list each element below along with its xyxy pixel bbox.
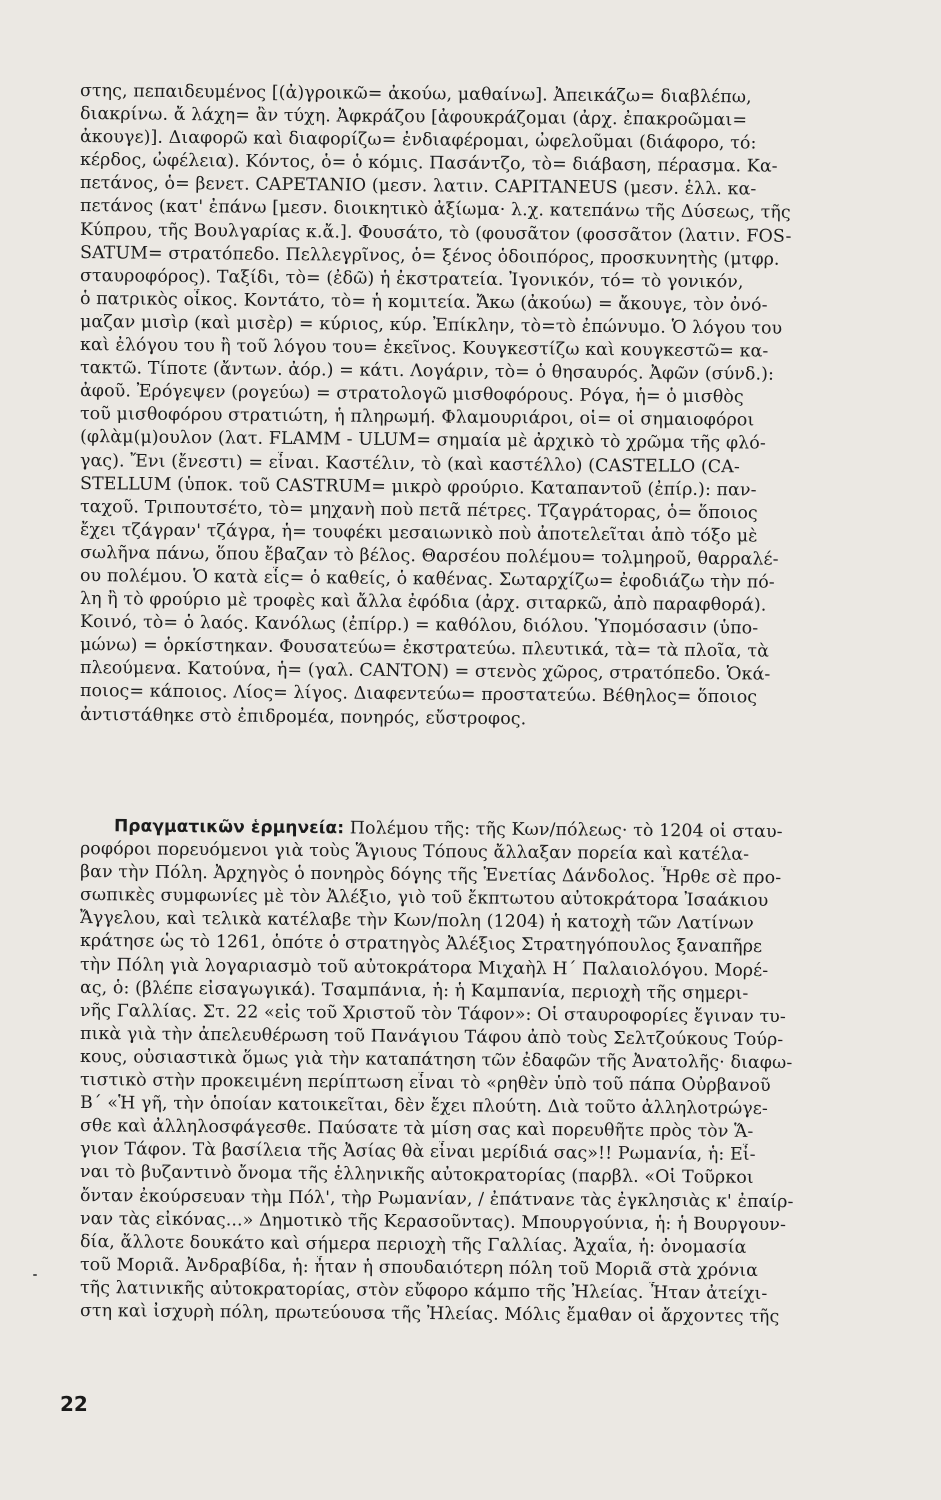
glossary-line: ου πολέμου. Ὁ κατὰ εἷς= ὁ καθείς, ὁ καθένας. Σωταρχίζω= ἐφοδιάζω τὴν πό- bbox=[79, 565, 775, 593]
scan-speck bbox=[33, 1274, 37, 1276]
glossary-text bbox=[80, 80, 910, 727]
interpretation-line: γιον Τάφον. Τὰ βασίλεια τῆς Ἀσίας θὰ εἶναι μερίδιά σας»!! Ρωμανία, ἡ: Εἶ- bbox=[79, 1139, 756, 1166]
interpretation-heading: Πραγματικῶν ἑρμηνεία: bbox=[113, 816, 345, 839]
interpretation-line: τοῦ Μοριᾶ. Ἀνδραβίδα, ἡ: ἦταν ἡ σπουδαιότερη πόλη τοῦ Μοριᾶ στὰ χρόνια bbox=[79, 1254, 759, 1281]
glossary-line: ἀντιστάθηκε στὸ ἐπιδρομέα, πονηρός, εὔστροφος. bbox=[79, 704, 527, 729]
interpretation-line: Β΄ «Ἡ γῆ, τὴν ὁποίαν κατοικεῖται, δὲν ἔχει πλούτη. Διὰ τοῦτο ἀλληλοτρώγε- bbox=[79, 1093, 768, 1120]
interpretation-line: τιστικὸ στὴν προκειμένη περίπτωση εἶναι τὸ «ρηθὲν ὑπὸ τοῦ πάπα Οὐρβανοῦ bbox=[79, 1070, 771, 1097]
interpretation-line: ναι τὸ βυζαντινὸ ὄνομα τῆς ἑλληνικῆς αὐτοκρατορίας (παρβλ. «Οἱ Τοῦρκοι bbox=[79, 1162, 754, 1189]
interpretation-line: βαν τὴν Πόλη. Ἀρχηγὸς ὁ πονηρὸς δόγης τῆς Ἑνετίας Δάνδολος. Ἦρθε σὲ προ- bbox=[79, 862, 782, 889]
glossary-line: λη ἢ τὸ φρούριο μὲ τροφὲς καὶ ἄλλα ἐφόδια (ἀρχ. σιταρκῶ, ἀπὸ παραφθορά). bbox=[79, 589, 767, 616]
interpretation-line: τὴν Πόλη γιὰ λογαριασμὸ τοῦ αὐτοκράτορα Μιχαὴλ Η΄ Παλαιολόγου. Μορέ- bbox=[79, 954, 769, 981]
glossary-line: τοῦ μισθοφόρου στρατιώτη, ἡ πληρωμή. Φλαμουριάροι, οἱ= οἱ σημαιοφόροι bbox=[79, 404, 755, 431]
glossary-line: ἀκουγε)]. Διαφορῶ καὶ διαφορίζω= ἐνδιαφέρομαι, ὠφελοῦμαι (διάφορο, τό: bbox=[79, 127, 757, 154]
glossary-line: κέρδος, ὠφέλεια). Κόντος, ὁ= ὁ κόμις. Πασάντζο, τὸ= διάβαση, πέρασμα. Κα- bbox=[79, 150, 778, 177]
glossary-line: Κύπρου, τῆς Βουλγαρίας κ.ἄ.]. Φουσάτο, τὸ (φουσᾶτον (φοσσᾶτον (λατιν. FOS- bbox=[79, 219, 792, 247]
interpretation-line: τῆς λατινικῆς αὐτοκρατορίας, στὸν εὔφορο κάμπο τῆς Ἠλείας. Ἦταν ἀτείχι- bbox=[79, 1277, 768, 1304]
glossary-line: σωλῆνα πάνω, ὅπου ἔβαζαν τὸ βέλος. Θαρσέου πολέμου= τολμηροῦ, θαρραλέ- bbox=[79, 542, 779, 570]
interpretation-line: πικὰ γιὰ τὴν ἀπελευθέρωση τοῦ Πανάγιου Τάφου ἀπὸ τοὺς Σελτζούκους Τούρ- bbox=[79, 1023, 784, 1050]
glossary-line: ταχοῦ. Τριπουτσέτο, τὸ= μηχανὴ ποὺ πετᾶ πέτρες. Τζαγράτορας, ὁ= ὅποιος bbox=[79, 496, 758, 524]
interpretation-line: δία, ἄλλοτε δουκάτο καὶ σήμερα περιοχὴ τῆς Γαλλίας. Ἀχαΐα, ἡ: ὀνομασία bbox=[79, 1231, 747, 1258]
interpretation-line: σθε καὶ ἀλληλοσφάγεσθε. Παύσατε τὰ μίση σας καὶ πορευθῆτε πρὸς τὸν Ἅ- bbox=[79, 1116, 754, 1143]
glossary-line: πετάνος (κατ' ἐπάνω [μεσν. διοικητικὸ ἀξίωμα· λ.χ. κατεπάνω τῆς Δύσεως, τῆς bbox=[79, 196, 791, 224]
glossary-line: πλεούμενα. Κατούνα, ἡ= (γαλ. CANTON) = στενὸς χῶρος, στρατόπεδο. Ὁκά- bbox=[79, 658, 771, 685]
glossary-line: Κοινό, τὸ= ὁ λαός. Κανόλως (ἐπίρρ.) = καθόλου, διόλου. Ὑπομόσασιν (ὑπο- bbox=[79, 612, 759, 639]
interpretation-line: νῆς Γαλλίας. Στ. 22 «εἰς τοῦ Χριστοῦ τὸν Τάφον»: Οἱ σταυροφορίες ἔγιναν τυ- bbox=[79, 1000, 786, 1027]
interpretation-line: σωπικὲς συμφωνίες μὲ τὸν Ἀλέξιο, γιὸ τοῦ ἔκπτωτου αὐτοκράτορα Ἰσαάκιου bbox=[79, 885, 769, 912]
glossary-line: ἔχει τζάγραν' τζάγρα, ἡ= τουφέκι μεσαιωνικὸ ποὺ ἀποτελεῖται ἀπὸ τόξο μὲ bbox=[79, 519, 758, 547]
interpretation-line: κους, οὐσιαστικὰ ὅμως γιὰ τὴν καταπάτηση τῶν ἐδαφῶν τῆς Ἀνατολῆς· διαφω- bbox=[79, 1046, 793, 1074]
glossary-line: μαζαν μισὶρ (καὶ μισὲρ) = κύριος, κύρ. Ἐπίκλην, τὸ=τὸ ἐπώνυμο. Ὁ λόγου του bbox=[79, 311, 783, 339]
interpretation-line: κράτησε ὡς τὸ 1261, ὁπότε ὁ στρατηγὸς Ἀλέξιος Στρατηγόπουλος ξαναπῆρε bbox=[79, 931, 763, 958]
glossary-line: SATUM= στρατόπεδο. Πελλεγρῖνος, ὁ= ξένος ὁδοιπόρος, προσκυνητὴς (μτφρ. bbox=[79, 242, 780, 270]
interpretation-line-start: Πολέμου τῆς: τῆς Κων/πόλεως· τὸ 1204 οἱ σταυ- bbox=[344, 818, 783, 843]
page-number: 22 bbox=[60, 1392, 88, 1416]
glossary-line: τακτῶ. Τίποτε (ἄντων. ἀόρ.) = κάτι. Λογάριν, τὸ= ὁ θησαυρός. Ἀφῶν (σύνδ.): bbox=[79, 358, 775, 385]
interpretation-line: Ἄγγελου, καὶ τελικὰ κατέλαβε τὴν Κων/πολη (1204) ἡ κατοχὴ τῶν Λατίνων bbox=[79, 908, 754, 935]
interpretation-text bbox=[79, 815, 910, 1328]
interpretation-line: ας, ὁ: (βλέπε εἰσαγωγικά). Τσαμπάνια, ἡ: ἡ Καμπανία, περιοχὴ τῆς σημερι- bbox=[79, 977, 749, 1004]
glossary-line: διακρίνω. ἄ λάχη= ἂν τύχη. Ἀφκράζου [ἀφουκράζομαι (ἀρχ. ἐπακροῶμαι= bbox=[79, 104, 748, 131]
interpretation-line: στη καὶ ἰσχυρὴ πόλη, πρωτεύουσα τῆς Ἠλείας. Μόλις ἔμαθαν οἱ ἄρχοντες τῆς bbox=[79, 1300, 780, 1328]
glossary-line: μώνω) = ὁρκίστηκαν. Φουσατεύω= ἐκστρατεύω. πλευτικά, τὰ= τὰ πλοῖα, τὰ bbox=[79, 635, 770, 662]
glossary-line: ποιος= κάποιος. Λίος= λίγος. Διαφεντεύω= προστατεύω. Βέθηλος= ὅποιος bbox=[79, 681, 758, 708]
glossary-line: ὁ πατρικὸς οἶκος. Κοντάτο, τὸ= ἡ κομιτεία. Ἄκω (ἀκούω) = ἄκουγε, τὸν ὀνό- bbox=[79, 288, 768, 316]
glossary-line: (φλὰμ(μ)ουλον (λατ. FLAMM - ULUM= σημαία μὲ ἀρχικὸ τὸ χρῶμα τῆς φλό- bbox=[79, 427, 766, 454]
glossary-line: γας). Ἔνι (ἔνεστι) = εἶναι. Καστέλιν, τὸ (καὶ καστέλλο) (CASTELLO (CA- bbox=[79, 450, 740, 477]
glossary-line: ἀφοῦ. Ἐρόγεψεν (ρογεύω) = στρατολογῶ μισθοφόρους. Ρόγα, ἡ= ὁ μισθὸς bbox=[79, 381, 744, 408]
interpretation-line: ροφόροι πορευόμενοι γιὰ τοὺς Ἅγιους Τόπους ἄλλαξαν πορεία καὶ κατέλα- bbox=[79, 839, 750, 865]
glossary-line: σταυροφόρος). Ταξίδι, τὸ= (ἐδῶ) ἡ ἐκστρατεία. Ἰγονικόν, τό= τὸ γονικόν, bbox=[79, 265, 744, 293]
glossary-line: καὶ ἐλόγου του ἢ τοῦ λόγου του= ἐκεῖνος. Κουγκεστίζω καὶ κουγκεστῶ= κα- bbox=[79, 335, 769, 362]
interpretation-line: ὄνταν ἐκούρσευαν τὴμ Πόλ', τὴρ Ρωμανίαν, / ἐπάτνανε τὰς ἐγκλησιὰς κ' ἐπαίρ- bbox=[79, 1185, 794, 1212]
interpretation-line: ναν τὰς εἰκόνας...» Δημοτικὸ τῆς Κερασοῦντας). Μπουργούνια, ἡ: ἡ Βουργουν- bbox=[79, 1208, 787, 1235]
glossary-line: στης, πεπαιδευμένος [(ἀ)γροικῶ= ἀκούω, μαθαίνω]. Ἀπεικάζω= διαβλέπω, bbox=[79, 81, 752, 108]
glossary-line: STELLUM (ὑποκ. τοῦ CASTRUM= μικρὸ φρούριο. Καταπαντοῦ (ἐπίρ.): παν- bbox=[79, 473, 757, 501]
glossary-line: πετάνος, ὁ= βενετ. CAPETANIO (μεσν. λατιν. CAPITANEUS (μεσν. ἑλλ. κα- bbox=[79, 173, 757, 200]
